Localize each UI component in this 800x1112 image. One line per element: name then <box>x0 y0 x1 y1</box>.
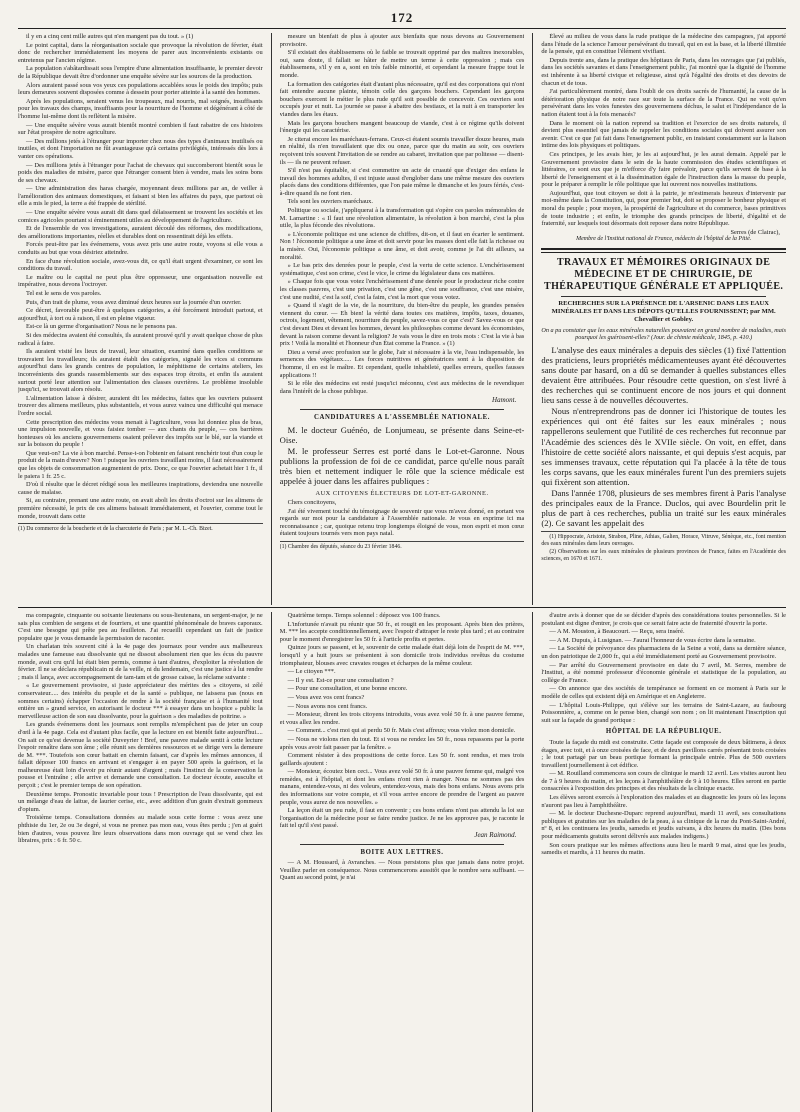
paragraph: Les élèves seront exercés à l'exploration des malades et au diagnostic les jours où les leçons n'auront pas lieu à l'amphithéâtre. <box>541 794 787 809</box>
serres-title: Membre de l'Institut national de France, médecin de l'hôpital de la Pitié. <box>576 236 752 243</box>
column-separator <box>532 612 533 1112</box>
paragraph: Quatrième temps. Temps solennel : déposez vos 100 francs. <box>287 612 441 619</box>
paragraph: Alors auraient passé sous vos yeux ces populations accablées sous le poids des impôts; puis leurs demeures souvent disposées comme à dessein pour porter atteinte à la santé des hommes. <box>18 81 263 97</box>
section-title: TRAVAUX ET MÉMOIRES ORIGINAUX DE MÉDECINE ET DE CHIRURGIE, DE THÉRAPEUTIQUE GÉNÉRALE ET APPLIQUÉE. <box>544 256 784 292</box>
feuilleton-rule <box>18 607 786 608</box>
col2-footnote: (1) Chambre des députés, séance du 23 février 1846. <box>280 541 525 551</box>
paragraph: — Monsieur, écoutez bien ceci... Vous avez volé 50 fr. à une pauvre femme qui, malgré vos remèdes, est à l'hôpital, et dont les enfans n'ont rien à manger. Nous ne sommes pas des manans, entendez-vous, ni des voleurs, entendez-vous, mais des bons enfans. Nous avons pris des informations sur votre compte, et s'il vous arrive encore de prendre de l'argent au pauvre peuple, vous aurez de nos nouvelles. » <box>279 768 525 806</box>
paragraph: S'il existait des établissemens où le faible se trouvait opprimé par des maîtres inexorables, oui, sans doute, il fallait se hâter de mettre un terme à cette oppression ; mais ces établissemens, s'il y en a, sont en très faible minorité, et cependant la mesure frappe tout le monde. <box>279 49 525 79</box>
paragraph: En face d'une révolution sociale, avez-vous dit, ce qu'il était urgent d'examiner, ce sont les conditions du travail. <box>18 257 263 273</box>
serres-signature: Serres (de Clairac), <box>730 228 781 236</box>
col2-signature: Hamont. <box>492 396 517 405</box>
paragraph: Aujourd'hui, que tout citoyen se doit à la patrie, je m'estimerais heureux d'intervenir par moi-même dans la Constitution, qui, pour premier but, doit se proposer le bonheur physique et moral du peuple ; pour moyen, la prospérité de l'agriculture et du commerce, bases primitives de toute industrie ; et enfin, le triomphe des grands principes de liberté, d'égalité et de fraternité, sur lesquels tout désormais doit reposer dans notre République. <box>541 189 787 228</box>
paragraph: — Le citoyen ***. <box>287 668 336 676</box>
paragraph: Son cours pratique sur les mêmes affections aura lieu le mardi 9 mai, ainsi que les jeudis, samedis et mardis, à 11 heures du matin. <box>541 841 787 857</box>
paragraph: Tels sont les ouvriers maréchaux. <box>287 198 373 206</box>
paragraph: D'où il résulte que le décret rédigé sous les meilleures inspirations, deviendra une nouvelle cause de malaise. <box>18 481 263 496</box>
col3-body <box>541 33 786 228</box>
paragraph: « Le gouvernement provisoire, si juste appréciateur des mérites des » citoyens, si zélé conservateur..... des intérêts du peuple et de la santé » publique, ne laissera pas (nous en sommes certains) échapper l'occasion de rendre à la société française et à l'humanité tout entière un » grand service, en autorisant le docteur *** à essayer dans un hospice » public la merveilleuse action de son eau dissolvante, pour la guérison » des maladies de poitrine. » <box>18 682 263 720</box>
paragraph: Mais les garçons bouchers mangent beaucoup de viande, c'est à ce régime qu'ils doivent l'énergie qui les caractérise. <box>279 119 525 135</box>
paragraph: — Nous avons nos cent francs. <box>287 702 368 710</box>
paragraph: Élevé au milieu de vous dans la rude pratique de la médecine des campagnes, j'ai apporté dans l'étude de la science l'amour persévérant du travail, qui en est la base, et la liberté illimitée de la pensée, qui en constitue l'élément vivifiant. <box>541 33 787 56</box>
paragraph: Forcés peut-être par les événemens, vous avez pris une autre route, voyons si elle vous a conduits au but que vous désiriez atteindre. <box>18 241 263 257</box>
paragraph: Ces principes, je les avais hier, je les ai aujourd'hui, je les aurai demain. Appelé par le Gouvernement provisoire dans le sein de la haute commission des études scientifiques et littéraires, ce sont eux que je m'efforce d'y faire prévaloir, parce qu'ils servent de base à la liberté de l'enseignement et à la dissémination égale de l'instruction dans la masse du peuple, pour le préparer à remplir le rôle politique que lui ouvrent nos nouvelles institutions. <box>541 150 787 189</box>
lower-column-1 <box>18 612 263 1112</box>
col2-body <box>280 33 525 395</box>
paragraph: Un charlatan très souvent cité à la 4e page des journaux pour vendre aux malheureux malades une fameuse eau dissolvante qui ne dissout absolument rien que les écus du pauvre monde, avait cru qu'il lui était bien permis, comme à tant d'autres, d'exploiter la révolution de février. Il ne se déclara républicain ni de la veille, ni du lendemain, c'est une justice à lui rendre ; mais il lança, avec accompagnement de tam-tam et de grosse caisse, la réclame suivante : <box>18 643 263 681</box>
paragraph: Politique ou sociale, j'appliquerai à la transformation qui s'opère ces paroles mémorables de M. Lamartine : « Il faut une révolution alimentaire, la révolution à bon marché, c'est la plus utile, la plus féconde des révolutions. <box>279 207 525 230</box>
paragraph: L'infortunée n'avait pu réunir que 50 fr., et rougit en les proposant. Après bien des prières, M. *** les accepte conditionnellement, avec l'espoir d'attraper le reste plus tard ; et au contraire pour le moment d'enregistrer les 50 fr. à l'article profits et pertes. <box>279 620 525 643</box>
paragraph: » Chaque fois que vous votez l'enchérissement d'une denrée pour le producteur riche contre les classes pauvres, c'est une privation, c'est une gêne, c'est une souffrance, c'est une misère, c'est une nudité, c'est la soif, c'est la faim, c'est la mort que vous votez. <box>279 278 525 301</box>
paragraph: Depuis trente ans, dans la pratique des hôpitaux de Paris, dans les ouvrages que j'ai publiés, dans les sociétés savantes et dans l'enseignement public, j'ai montré que la dignité de l'homme est inhérente à sa liberté civique et religieuse, ainsi qu'à l'égalité des droits et des devoirs de chacun et de tous. <box>541 56 787 87</box>
top-rule <box>18 28 786 29</box>
section-rule <box>541 248 786 253</box>
paragraph: — A M. Dupuis, à Lusignan. — J'aurai l'honneur de vous écrire dans la semaine. <box>549 636 756 644</box>
paragraph: Dieu a versé avec profusion sur le globe, l'air si nécessaire à la vie, l'eau indispensable, les semences des végétaux..... Les forces nutritives et génératrices sont à la disposition de l'homme, il en est le maître. Et cependant, quelle inhabileté, quelles erreurs, quelles fausses applications !! <box>279 348 525 379</box>
hospital-heading: HÔPITAL DE LA RÉPUBLIQUE. <box>605 728 722 736</box>
paragraph: — L'hôpital Louis-Philippe, qui s'élève sur les terrains de Saint-Lazare, au faubourg Poissonnière, a, comme on le pense bien, changé son nom ; on lit maintenant l'inscription qui suit sur la façade du grand portique : <box>541 701 787 724</box>
paragraph: — Une administration des haras chargée, moyennant deux millions par an, de veiller à l'amélioration des animaux domestiques, et faisant si bien les affaires du pays, que partout où elle a mis le pied, la terre a été frappée de stérilité. <box>18 185 263 208</box>
lower-column-2 <box>280 612 525 1112</box>
paragraph: S'il n'est pas équitable, si c'est commettre un acte de cruauté que d'exiger des enfans le travail des hommes adultes, il est injuste aussi d'englober dans une même mesure des ouvriers placés dans des conditions différentes, que l'on paie même le dimanche et les jours fériés, c'est-à-dire quand ils ne font rien. <box>279 167 525 197</box>
paragraph: L'alimentation laisse à désirer, auraient dit les médecins, faites que les ouvriers puissent trouver des alimens meilleurs, plus substantiels, et vous aurez vaincu une difficulté qui menace l'ordre social. <box>18 394 263 417</box>
paragraph: — A M. Mouston, à Beaucourt. — Reçu, sera inséré. <box>549 628 685 636</box>
paragraph: Je citerai encore les maréchaux-ferrans. Ceux-ci étaient soumis travailler douze heures, mais en réalité, ils n'en travaillaient que dix ou onze, parce que du matin au soir, ces ouvriers reçoivent très souvent l'invitation de se rendre au cabaret, invitation que par politesse — disent-ils — ils ne peuvent refuser. <box>279 135 525 166</box>
paragraph: — Une enquête sévère vous aurait bientôt montré combien il faut rabattre de ces histoires sur l'état prospère de notre agriculture. <box>18 121 263 137</box>
lower2-body <box>280 612 525 830</box>
paragraph: Puis, d'un trait de plume, vous avez diminué deux heures sur la journée d'un ouvrier. <box>26 298 242 306</box>
paragraph: — Monsieur, dirent les trois citoyens introduits, vous avez volé 50 fr. à une pauvre femme, et vous allez les rendre. <box>279 711 525 726</box>
paragraph: — Par arrêté du Gouvernement provisoire en date du 7 avril, M. Serres, membre de l'Institut, a été nommé professeur d'économie générale et statistique de la population, au collège de France. <box>541 661 787 684</box>
divider <box>561 296 766 297</box>
divider <box>300 409 505 410</box>
electors-heading: AUX CITOYENS ÉLECTEURS DE LOT-ET-GARONNE. <box>315 489 489 497</box>
column-separator <box>271 33 272 605</box>
candidatures-heading: CANDIDATURES A L'ASSEMBLÉE NATIONALE. <box>313 413 491 421</box>
paragraph: — M. Rouilland commencera son cours de clinique le mardi 12 avril. Les visites auront lieu de 7 à 9 heures du matin, et les leçons à l'amphithéâtre de 9 à 10 heures. Elles seront en partie consacrées à l'exposition des principes et des résultats de la clinique exacte. <box>541 770 787 793</box>
paragraph: mesure un bienfait de plus à ajouter aux bienfaits que nous devons au Gouvernement provisoire. <box>279 33 525 48</box>
paragraph: — Pour une consultation, et une bonne encore. <box>287 685 408 693</box>
paragraph: — On annonce que des sociétés de tempérance se forment en ce moment à Paris sur le modèle de celles qui existent déjà en Amérique et en Angleterre. <box>541 685 787 700</box>
paragraph: Que veut-on? La vie à bon marché. Pense-t-on l'obtenir en faisant renchérir tout d'un coup le produit de la main d'œuvre? Non ! puisque les ouvriers travaillant moins, il faut nécessairement que les objets de consommation augmentent de prix. Donc, ce que l'ouvrier achetait hier 1 fr., il le paiera 1 fr. 25 c. <box>18 449 263 480</box>
candidatures-body <box>280 425 525 486</box>
paragraph: Si le rôle des médecins est resté jusqu'ici méconnu, c'est aux médecins de le revendiquer dans l'intérêt de la chose publique. <box>279 380 525 395</box>
paragraph: Le maître ou le capital ne peut plus être oppresseur, une organisation nouvelle est impérative, nous devons l'octroyer. <box>18 273 263 289</box>
paragraph: Chers concitoyens, <box>287 499 337 507</box>
paragraph: Comment résister à des propositions de cette force. Les 50 fr. sont rendus, et mes trois gaillards ajoutent : <box>279 752 525 767</box>
col1-body <box>18 33 263 520</box>
raimond-signature: Jean Raimond. <box>474 831 517 840</box>
paragraph: La formation des catégories était d'autant plus nécessaire, qu'il est des corporations qui n'ont fait entendre aucune plainte, témoin celle des garçons bouchers. Cependant les garçons bouchers exercent le métier le plus rude qu'il soit possible de concevoir. Ces ouvriers sont occupés jour et nuit. La journée se passe à abattre des bestiaux, et la nuit à en transporter les viandes dans les étaux. <box>279 80 525 118</box>
article-epigraph: On a pu constater que les eaux minérales naturelles pouvaient en grand nombre de maladies, mais pourquoi les guérissent-elles? (Jour. de chimie médicale, 1845, p. 410.) <box>541 326 786 342</box>
paragraph: — Comment... c'est moi qui ai perdu 50 fr. Mais c'est affreux; vous violez mon domicile. <box>287 727 516 735</box>
paragraph: — Nous ne violons rien du tout. Et si vous ne rendez les 50 fr., nous repassons par la porte après vous avoir fait passer par la fenêtre. » <box>279 735 525 751</box>
paragraph: Le point capital, dans la réorganisation sociale que provoque la révolution de février, était donc de rechercher immédiatement les moyens de parer aux inconvénients existants ou entretenus par l'ancien régime. <box>18 41 263 64</box>
paragraph: — Il y est. Est-ce pour une consultation ? <box>287 676 394 684</box>
paragraph: Toute la façade du midi est construite. Cette façade est composée de deux bâtimens, à deux étages, avec toit, et à onze croisées de face, et de deux pavillons carrés présentant trois croisées ; le tout partagé par un beau portique formant la principale entrée. Plus de 500 ouvriers travaillent journellement à cet édifice. <box>541 738 787 769</box>
col1-footnote: (1) Du commerce de la boucherie et de la charcuterie de Paris ; par M. L.-Ch. Bizet. <box>18 523 263 533</box>
paragraph: Dans le moment où la nation reprend sa tradition et l'exercice de ses droits naturels, il devient plus essentiel que jamais de rappeler les conditions sociales qui doivent assurer son avenir. C'est ce que j'ai fait dans l'enseignement public, en insistant constamment sur la liaison intime des lois physiques et politiques. <box>541 119 787 150</box>
paragraph: Les grands événemens dont les journaux sont remplis m'empêchent pas de jeter un coup d'œil à la 4e page. Cela est d'autant plus facile, que la lecture en est bientôt faite aujourd'hui.... On sait ce qu'est devenue la société Duveyrier ! Bref, une pauvre malade sentit à cette lecture l'espoir renaître dans son âme ; elle réunit ses dernières ressources et se dirige vers la demeure de M. ***. Toutefois son cœur battait en chemin faisant, car d'après les mêmes annonces, il fallait déposer 100 francs en arrivant et s'engager à en payer 500 après la guérison, et la malheureuse était loin d'avoir pu réunir autant d'argent ; mais l'instinct de la conservation la pousse et l'entraîne ; elle arrive et demande une consultation. Le docteur écoute, ausculte et perçoit ; c'est le premier temps de son opération. <box>18 721 263 790</box>
paragraph: — M. le docteur Duchesne-Duparc reprend aujourd'hui, mardi 11 avril, ses consultations publiques et gratuites sur les maladies de la peau, à sa clinique de la rue du Pont-Saint-André, nº 8, et les continuera les jeudis, samedis et jeudis suivans, à dix heures du matin. (Des bons pour médicaments gratuits seront délivrés aux malades indigens.) <box>541 810 787 841</box>
paragraph: Tel est le sens de vos paroles. <box>26 290 102 297</box>
lower-column-3 <box>541 612 786 1112</box>
paragraph: » Quand il s'agit de la vie, de la nourriture, du bien-être du peuple, les grandes pensées viennent du cœur. — Eh bien! la vérité dans toutes ces matières, impôts, taxes, douanes, octrois, logement, vêtement, nourriture du peuple, savez-vous ce que c'est? Savez-vous ce que c'est devant Dieu et devant les hommes, devant les philosophes comme devant les économistes, devant la raison comme devant la religion? Je vais vous le dire en trois mots : C'est la vie à bas prix ! Voilà la moralité et l'honneur d'un État comme la France. » (1) <box>279 302 525 348</box>
paragraph: Est-ce là un germe d'organisation? Nous ne le pensons pas. <box>26 323 177 331</box>
electors-body <box>280 499 525 538</box>
col3-footnotes <box>541 531 786 562</box>
paragraph: M. le docteur Guénéo, de Lonjumeau, se présente dans Seine-et-Oise. <box>279 424 525 445</box>
divider <box>300 844 505 845</box>
paragraph: — La Société de prévoyance des pharmaciens de la Seine a voté, dans sa dernière séance, un don patriotique de 2,000 fr., qui a été immédiatement porté au Gouvernement provisoire. <box>541 645 787 660</box>
column-3 <box>541 33 786 605</box>
paragraph: L'analyse des eaux minérales a depuis des siècles (1) fixé l'attention des praticiens, leurs propriétés médicamenteuses ayant été découvertes sans doute par hasard, on a dû se demander à quelles substances elles devaient être attribuées. Pour résoudre cette question, on s'est livré à des recherches qui se continuent encore de nos jours et qui donnent lieu sans cesse à de nouvelles découvertes. <box>541 344 787 406</box>
paragraph: Ce décret, favorable peut-être à quelques catégories, a été forcément introduit partout, et aujourd'hui, à tort ou à raison, il est en pleine vigueur. <box>18 307 263 322</box>
paragraph: (2) Observations sur les eaux minérales de plusieurs provinces de France, faites en l'Académie des sciences, en 1670 et 1671. <box>541 549 787 562</box>
article-body <box>541 345 786 529</box>
paragraph: J'ai été vivement touché du témoignage de souvenir que vous m'avez donné, en portant vos regards sur moi pour la candidature à l'Assemblée nationale. Je vous en exprime ici ma reconnaissance ; car, quoique retenu trop longtemps éloigné de vous, mon esprit et mon cœur étaient toujours tournés vers mon pays natal. <box>279 507 525 538</box>
lower-section <box>18 612 786 1112</box>
paragraph: Et de l'ensemble de vos investigations, auraient découlé des réformes, des modifications, des améliorations importantes, réelles et durables dont on ressentirait déjà les effets. <box>18 225 263 240</box>
paragraph: — A M. Houssard, à Avranches. — Nous persistons plus que jamais dans notre projet. Veuillez parler en conséquence. Nous commencerons aussitôt que le nombre sera suffisant. — Quant au second point, je n'ai <box>279 859 525 882</box>
column-separator <box>532 33 533 605</box>
lower3-body <box>541 612 786 724</box>
paragraph: La leçon était un peu rude, il faut en convenir ; ces bons enfans n'ont pas attendu la loi sur l'organisation de la médecine pour se faire rendre justice. Je ne les approuve pas, je raconte le fait tel qu'il s'est passé. <box>279 807 525 830</box>
paragraph: — Vous avez vos cent francs? <box>287 693 365 701</box>
paragraph: Dans l'année 1708, plusieurs de ses membres firent à Paris l'analyse des principales eaux de la France. Duclos, qui avec Bourdelin prit le plus de part à ces recherches, publia un traité sur les eaux minérales (2). Ce savant les appelait des <box>541 488 787 529</box>
column-1 <box>18 33 263 605</box>
paragraph: Deuxième temps. Pronostic invariable pour tous ! Prescription de l'eau dissolvante, qui est un mélange d'eau de laitue, de laurier cerise, etc., avec addition d'un grain d'extrait gommeux d'opium. <box>18 790 263 813</box>
paragraph: M. le professeur Serres est porté dans le Lot-et-Garonne. Nous publions la profession de foi de ce candidat, parce qu'elle nous paraît très bien et nettement indiquer le rôle que la science médicale est appelée à jouer dans les affaires publiques : <box>279 445 525 486</box>
column-separator <box>271 612 272 1112</box>
lower3-body-2 <box>541 739 786 857</box>
paragraph: Troisième temps. Consultations données au malade sous cette forme : vous avez une phthisie du 1er, 2e ou 3e degré, si vous ne prenez pas mon eau, vous êtes perdu ; j'en ai guéri bien d'autres, vous pouvez lire leurs observations dans mon ouvrage qui se vend chez les libraires, prix : 6 fr. 50 c. <box>18 814 263 845</box>
letterbox-heading: BOITE AUX LETTRES. <box>360 848 444 856</box>
page-number: 172 <box>390 10 414 25</box>
paragraph: Si des médecins avaient été consultés, ils auraient prouvé qu'il y avait quelque chose de plus radical à faire. <box>18 331 263 347</box>
paragraph: — Une enquête sévère vous aurait dit dans quel délaissement se trouvent les sociétés et les comices agricoles pourtant si éminemment utiles au développement de l'agriculture. <box>18 209 263 224</box>
paragraph: Si, au contraire, prenant une autre route, on avait aboli les droits d'octroi sur les alimens de première nécessité, le prix de ces alimens baissait immédiatement, et l'ouvrier, comme tout le monde, trouvait dans cette <box>18 497 263 520</box>
paragraph: Quinze jours se passent, et le, souvenir de cette malade était déjà loin de l'esprit de M. ***, lorsqu'il y a huit jours se présentent à son domicile trois individus revêtus du costume triomphateur, blouses avec cravates rouges et écharpes de la même couleur. <box>279 644 525 667</box>
article-title: RECHERCHES SUR LA PRÉSENCE DE L'ARSENIC DANS LES EAUX MINÉRALES ET DANS LES DÉPOTS QU'ELLES FOURNISSENT; par MM. Chevallier et Gobley. <box>551 299 776 323</box>
paragraph: J'ai particulièrement montré, dans l'oubli de ces droits sacrés de l'humanité, la cause de la détérioration physique de notre race sur toute la surface de la France. Qui ne voit qu'en persévérant dans les voies funestes des gouvernemens déchus, le salut et l'indépendance de la nation étaient tout à la fois menacés? <box>541 88 787 118</box>
paragraph: d'autre avis à donner que de se décider d'après des considérations toutes personnelles. Si le postulant est digne d'entrer, je crois que ce serait faire acte de fraternité d'ouvrir la porte. <box>541 612 787 627</box>
upper-section <box>18 33 786 605</box>
paragraph: ma compagnie, cinquante ou soixante lieutenans ou sous-lieutenans, un sergent-major, je ne sais plus combien de sergens et de fourriers, et une quantité phénoménale de braves caporaux. C'est une besogne qui prête peu au feuilleton. J'ai recueilli cependant un fait de justice populaire que je vous demande la permission de raconter. <box>18 612 263 642</box>
paragraph: » L'économie politique est une science de chiffres, dit-on, et il faut en écarter le sentiment. Non ! l'économie politique a une âme et doit servir pour les masses dont elle fait la richesse ou la misère. Oui, l'économie politique a une âme, et doit avoir, comme je l'ai dit ailleurs, sa moralité. <box>279 230 525 261</box>
paragraph: (1) Hippocrate, Aristote, Strabon, Pline, Athias, Galien, Horace, Vitruve, Sénèque, etc., font mention des eaux minérales dans leurs ouvrages. <box>541 534 787 548</box>
lower1-body <box>18 612 263 845</box>
paragraph: Ils auraient visité les lieux de travail, leur situation, examiné dans quelles conditions se trouvaient les travailleurs; ils auraient établi des catégories, signalé les vices si communs aujourd'hui dans les grands centres de population, le méphitisme de certains ateliers, les inconvénients des grands rassemblements sur des espaces trop étroits, et enfin ils auraient surtout porté leur attention sur l'alimentation des classes ouvrières. Le problème insoluble jusqu'ici, se trouvait alors résolu. <box>18 348 263 394</box>
paragraph: La population s'abâtardissait sous l'empire d'une alimentation insuffisante, le premier devoir de la République devait être d'ordonner une enquête sévère sur les sources de la production. <box>18 65 263 80</box>
paragraph: Nous n'entreprendrons pas de donner ici l'historique de toutes les expériences qui ont été faites sur les eaux minérales ; nous rappellerons seulement que l'utilité de ces recherches fut reconnue par l'Académie des sciences dès le XVIIe siècle. On voit, en effet, dans l'histoire de cette société alors naissante, et qui depuis s'est acquis, par ses immenses travaux, cette réputation qui l'a placée à la tête de tous les corps savans, que les eaux minérales furent l'un des premiers sujets qui fixèrent son attention. <box>541 406 787 487</box>
paragraph: — Des millions jetés à l'étranger pour l'achat de chevaux qui succomberont bientôt sous le poids des maladies de misère, parce que l'étranger consent bien à vendre, mais les soins bons de ses chevaux. <box>18 161 263 184</box>
paragraph: il y en a cinq cent mille autres qui n'en mangent pas du tout. » (1) <box>26 33 194 40</box>
paragraph: Cette prescription des médecins vous menait à l'agriculture, vous lui donniez plus de bras, une impulsion nouvelle, et vous faisiez tomber — aux chants du peuple, — ces barrières honteuses où les anciens gouvernemens osaient prélever des impôts sur le blé, sur la viande et sur la boisson du peuple ! <box>18 418 263 449</box>
paragraph: Après les populations, seraient venus les troupeaux, mal nourris, mal soignés, insuffisants pour les travaux des champs, insuffisants pour la nourriture de l'homme et dégénérant à côté de l'homme lui-même dont ils reflètent la misère. <box>18 97 263 120</box>
paragraph: » Le bas prix des denrées pour le peuple, c'est la vertu de cette science. L'enchérissement systématique, c'est son crime, c'est le vice, le crime du législateur dans ces matières. <box>279 262 525 277</box>
paragraph: — Des millions jetés à l'étranger pour importer chez nous des types d'animaux inutilisés ou inutiles, et dont l'importation ne fût avantageuse qu'à certains privilégiés, intéressés dès lors à vanter ces opérations. <box>18 137 263 160</box>
letterbox-body <box>280 859 525 882</box>
column-2 <box>280 33 525 605</box>
